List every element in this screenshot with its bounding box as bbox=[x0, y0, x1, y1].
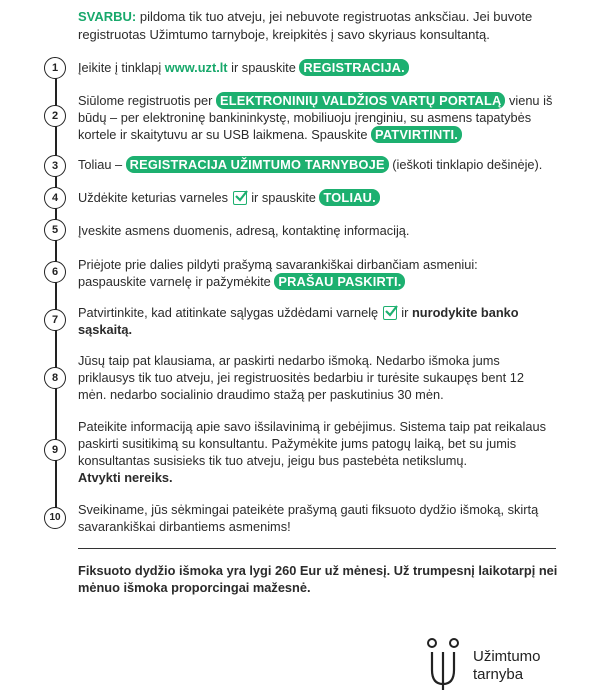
intro-label: SVARBU: bbox=[78, 9, 137, 24]
step-number-5: 5 bbox=[44, 219, 66, 241]
step-4: Uždėkite keturias varneles ir spauskite TOLIAU. bbox=[78, 189, 558, 206]
step-number-8: 8 bbox=[44, 367, 66, 389]
step-7: Patvirtinkite, kad atitinkate sąlygas uždėdami varnelę ir nurodykite banko sąskaitą. bbox=[78, 305, 519, 337]
uzimtumo-tarnyba-logo bbox=[425, 636, 575, 692]
step-3: Toliau – REGISTRACIJA UŽIMTUMO TARNYBOJE (ieškoti tinklapio dešinėje). bbox=[78, 157, 543, 172]
step-number-6: 6 bbox=[44, 261, 66, 283]
checkbox-icon bbox=[383, 306, 397, 320]
logo-text: Užimtumo tarnyba bbox=[473, 648, 541, 683]
registracija-utarnyboje-button[interactable]: REGISTRACIJA UŽIMTUMO TARNYBOJE bbox=[126, 156, 389, 173]
step-number-4: 4 bbox=[44, 187, 66, 209]
step-10: Sveikiname, jūs sėkmingai pateikėte prašymą gauti fiksuoto dydžio išmoką, skirtą savarankiškai dirbantiems asmenims! bbox=[78, 502, 539, 534]
evaldzios-vartai-button[interactable]: ELEKTRONINIŲ VALDŽIOS VARTŲ PORTALĄ bbox=[216, 92, 505, 109]
step-number-7: 7 bbox=[44, 309, 66, 331]
logo-mark-icon bbox=[425, 636, 467, 692]
step-number-3: 3 bbox=[44, 155, 66, 177]
step-number-9: 9 bbox=[44, 439, 66, 461]
registracija-button[interactable]: REGISTRACIJA. bbox=[299, 59, 408, 76]
divider bbox=[78, 548, 556, 549]
step-number-1: 1 bbox=[44, 57, 66, 79]
step-8: Jūsų taip pat klausiama, ar paskirti nedarbo išmoką. Nedarbo išmoka jums priklausys tik tuo atveju, jei registruositės bedarbiu ir turėsite sukaupęs bent 12 mėn. nedarbo socialinio draudimo stažą per paskutinius 30 mėn. bbox=[78, 353, 524, 402]
step-2: Siūlome registruotis per ELEKTRONINIŲ VALDŽIOS VARTŲ PORTALĄ vienu iš būdų – per elektroninę bankininkystę, mobiliuoju įrenginiu, su asmens tapatybės kortele ir skaitytuvu ar su USB laikmena. Spauskite PATVIRTINTI. bbox=[78, 93, 553, 142]
uzt-link[interactable]: www.uzt.lt bbox=[164, 60, 228, 75]
checkbox-icon bbox=[233, 191, 247, 205]
patvirtinti-button[interactable]: PATVIRTINTI. bbox=[371, 126, 462, 143]
step-9: Pateikite informaciją apie savo išsilavinimą ir gebėjimus. Sistema taip pat reikalaus paskirti susitikimą su konsultantu. Pažymėkite jums patogų laiką, bet su jumis konsultantas susisieks tik tuo atveju, jeigu bus pastebėta netikslumų. Atvykti nereiks. bbox=[78, 419, 547, 485]
intro-notice bbox=[78, 8, 568, 44]
step-1: Įeikite į tinklapį www.uzt.lt ir spauskite REGISTRACIJA. bbox=[78, 59, 558, 76]
footnote: Fiksuoto dydžio išmoka yra lygi 260 Eur už mėnesį. Už trumpesnį laikotarpį nei mėnuo išmoka proporcingai mažesnė. bbox=[78, 563, 558, 595]
step-number-10: 10 bbox=[44, 507, 66, 529]
step-5: Įveskite asmens duomenis, adresą, kontaktinę informaciją. bbox=[78, 223, 410, 238]
prasau-paskirti-button[interactable]: PRAŠAU PASKIRTI. bbox=[274, 273, 405, 290]
step-number-2: 2 bbox=[44, 105, 66, 127]
toliau-button[interactable]: TOLIAU. bbox=[319, 189, 379, 206]
intro-text: pildoma tik tuo atveju, jei nebuvote registruotas anksčiau. Jei buvote registruotas Užimtumo tarnyboje, kreipkitės į savo skyriaus konsultantą. bbox=[78, 9, 533, 42]
step-6: Priėjote prie dalies pildyti prašymą savarankiškai dirbančiam asmeniui: paspauskite varnelę ir pažymėkite PRAŠAU PASKIRTI. bbox=[78, 257, 478, 289]
